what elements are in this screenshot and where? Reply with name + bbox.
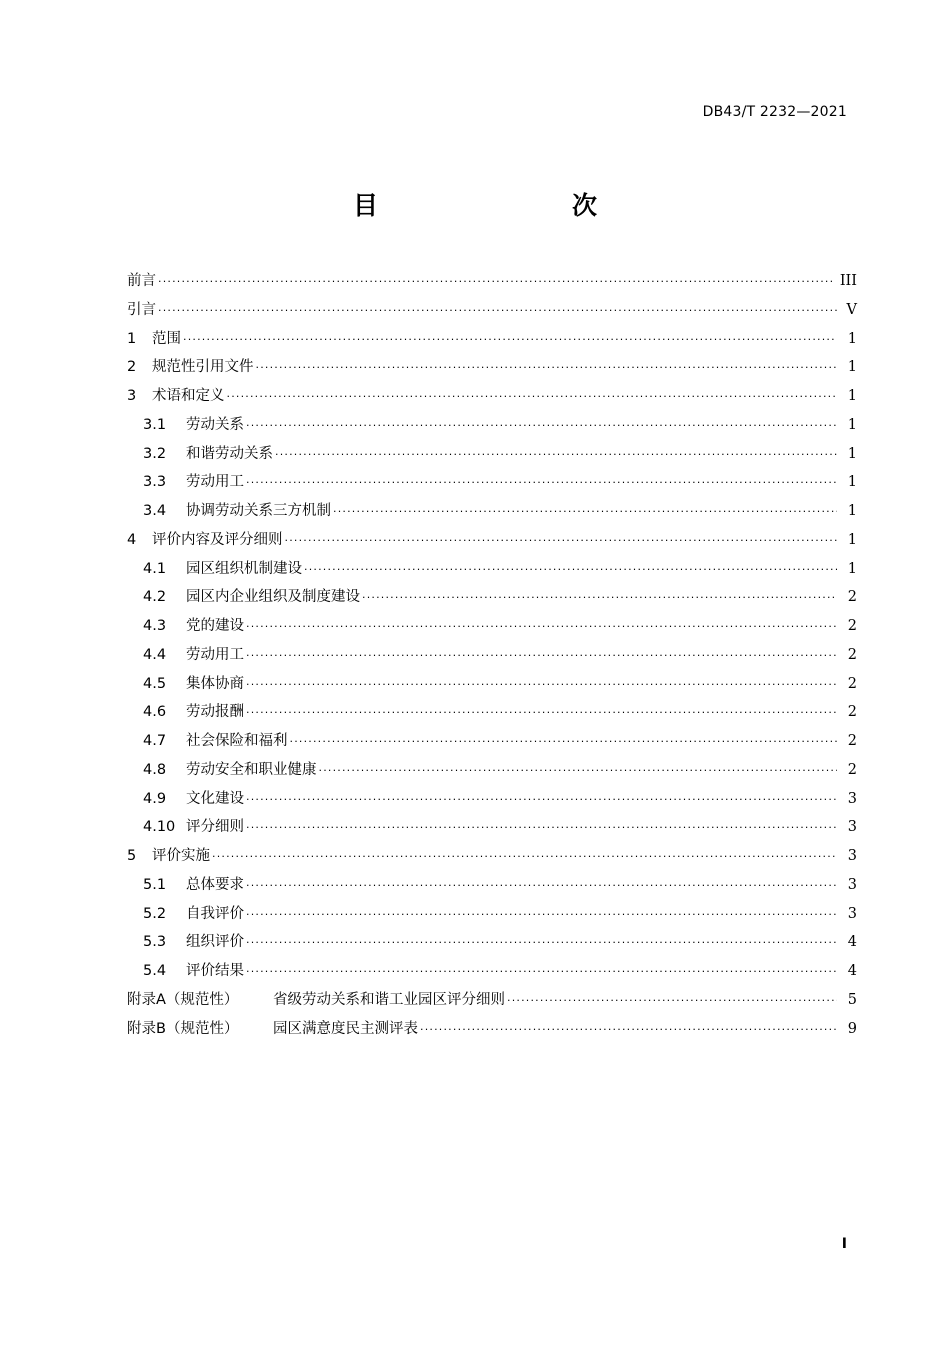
toc-entry-page: 2 (847, 733, 857, 749)
toc-entry-page: 9 (847, 1020, 857, 1037)
toc-entry-page: 1 (847, 388, 857, 404)
toc-entry-number: 5.1 (143, 876, 167, 893)
toc-entry-label: 集体协商 (186, 675, 244, 692)
toc-entry-label: 协调劳动关系三方机制 (186, 503, 331, 519)
dot-leader (319, 757, 838, 786)
toc-entry[interactable] (127, 382, 857, 411)
toc-entry-page: 3 (847, 790, 857, 807)
toc-entry-label: 评价内容及评分细则 (152, 531, 283, 548)
dot-leader (246, 786, 837, 815)
dot-leader (246, 872, 837, 901)
dot-leader (246, 671, 837, 700)
dot-leader (227, 383, 838, 412)
toc-entry-label: 评价结果 (186, 963, 244, 979)
toc-entry-page: 3 (847, 876, 857, 893)
toc-entry[interactable] (127, 986, 857, 1015)
toc-entry-label: 评分细则 (186, 819, 244, 836)
dot-leader (212, 843, 837, 872)
toc-entry[interactable] (127, 411, 857, 440)
toc-entry-page: 3 (847, 848, 857, 864)
toc-entry[interactable] (127, 296, 857, 325)
toc-entry[interactable] (127, 698, 857, 727)
toc-entry[interactable] (127, 526, 857, 555)
toc-entry[interactable] (127, 353, 857, 382)
dot-leader (290, 728, 838, 757)
toc-entry-page: 5 (847, 991, 857, 1008)
document-code: DB43/T 2232—2021 (702, 104, 847, 120)
toc-entry-number: 4 (127, 531, 137, 548)
dot-leader (246, 699, 837, 728)
toc-entry-page: 2 (847, 646, 857, 663)
dot-leader (246, 613, 837, 642)
toc-entry-label: 劳动报酬 (186, 704, 244, 721)
toc-entry-label: 范围 (152, 330, 181, 347)
toc-entry-label: 劳动用工 (186, 646, 244, 663)
toc-entry[interactable] (127, 785, 857, 814)
toc-entry[interactable] (127, 813, 857, 842)
toc-entry-number: 3.1 (143, 416, 167, 433)
toc-entry-label: 组织评价 (186, 934, 244, 951)
toc-entry-label: 前言 (127, 273, 156, 289)
toc-entry-label: 总体要求 (186, 876, 244, 893)
toc-entry-page: 2 (847, 618, 857, 634)
toc-entry[interactable] (127, 900, 857, 929)
toc-entry-number: 4.7 (143, 733, 167, 749)
toc-entry-number: 5.3 (143, 934, 167, 951)
dot-leader (304, 556, 837, 585)
toc-entry-label: 和谐劳动关系 (186, 445, 273, 462)
dot-leader (362, 584, 837, 613)
toc-entry[interactable] (127, 468, 857, 497)
toc-entry-label: 自我评价 (186, 905, 244, 922)
toc-entry-page: 2 (847, 704, 857, 721)
dot-leader (158, 268, 834, 297)
toc-entry-label: 党的建设 (186, 618, 244, 634)
toc-entry-number: 2 (127, 359, 137, 376)
toc-entry-label: 劳动关系 (186, 416, 244, 433)
dot-leader (158, 297, 837, 326)
dot-leader (275, 441, 837, 470)
table-of-contents (127, 267, 857, 1043)
toc-entry-number: 5.4 (143, 963, 167, 979)
toc-entry-label: 评价实施 (152, 848, 210, 864)
toc-entry-page: 1 (847, 503, 857, 519)
toc-entry-number: 5 (127, 848, 137, 864)
dot-leader (285, 527, 838, 556)
toc-entry[interactable] (127, 842, 857, 871)
toc-entry[interactable] (127, 555, 857, 584)
toc-entry-label: 文化建设 (186, 790, 244, 807)
toc-entry-page: 2 (847, 675, 857, 692)
toc-entry-number: 4.9 (143, 790, 167, 807)
toc-entry-page: 4 (847, 963, 857, 979)
toc-entry[interactable] (127, 440, 857, 469)
dot-leader (333, 498, 837, 527)
toc-entry[interactable] (127, 670, 857, 699)
toc-entry-label: 劳动安全和职业健康 (186, 761, 317, 778)
toc-entry[interactable] (127, 1015, 857, 1044)
toc-entry[interactable] (127, 497, 857, 526)
toc-entry-label: 劳动用工 (186, 474, 244, 491)
dot-leader (246, 412, 837, 441)
toc-entry[interactable] (127, 957, 857, 986)
toc-entry[interactable] (127, 928, 857, 957)
toc-entry-page: 3 (847, 819, 857, 836)
toc-entry-number: 4.6 (143, 704, 167, 721)
toc-entry-page: 1 (847, 359, 857, 376)
toc-title: 目 次 (352, 191, 645, 220)
toc-entry-page: 3 (847, 905, 857, 922)
toc-entry[interactable] (127, 612, 857, 641)
dot-leader (507, 987, 837, 1016)
toc-entry-page: 1 (847, 531, 857, 548)
toc-entry-page: 1 (847, 330, 857, 347)
toc-entry-label: 术语和定义 (152, 388, 225, 404)
toc-entry-page: 4 (847, 934, 857, 951)
toc-entry-label: 社会保险和福利 (186, 733, 288, 749)
toc-entry[interactable] (127, 641, 857, 670)
toc-entry[interactable] (127, 727, 857, 756)
toc-entry-label: 省级劳动关系和谐工业园区评分细则 (273, 991, 505, 1008)
toc-entry-number: 4.5 (143, 675, 167, 692)
toc-entry-label: 规范性引用文件 (152, 359, 254, 376)
toc-entry-number: 1 (127, 330, 137, 347)
dot-leader (256, 354, 838, 383)
toc-entry-page: V (846, 301, 857, 318)
toc-entry-label: 园区内企业组织及制度建设 (186, 589, 360, 606)
toc-entry-number: 4.1 (143, 560, 167, 577)
toc-entry[interactable] (127, 267, 857, 296)
toc-entry-number: 5.2 (143, 905, 167, 922)
toc-entry-number: 3.3 (143, 474, 167, 491)
toc-entry-number: 附录A（规范性） (127, 991, 239, 1008)
toc-entry-page: 2 (847, 761, 857, 778)
dot-leader (246, 958, 837, 987)
dot-leader (183, 326, 837, 355)
toc-entry[interactable] (127, 325, 857, 354)
toc-entry-page: 1 (847, 416, 857, 433)
dot-leader (246, 929, 837, 958)
toc-entry-label: 引言 (127, 301, 156, 318)
toc-entry-label: 园区满意度民主测评表 (273, 1020, 418, 1037)
toc-entry[interactable] (127, 583, 857, 612)
toc-entry-number: 附录B（规范性） (127, 1020, 239, 1037)
toc-entry-page: 1 (847, 445, 857, 462)
toc-entry-number: 3.2 (143, 445, 167, 462)
page-number: I (841, 1236, 847, 1252)
dot-leader (246, 814, 837, 843)
toc-entry-page: 1 (847, 560, 857, 577)
toc-entry-number: 3 (127, 388, 137, 404)
toc-entry-number: 4.3 (143, 618, 167, 634)
toc-entry-page: 1 (847, 474, 857, 491)
dot-leader (246, 901, 837, 930)
toc-entry[interactable] (127, 756, 857, 785)
dot-leader (246, 469, 837, 498)
toc-entry-number: 3.4 (143, 503, 167, 519)
dot-leader (246, 642, 837, 671)
toc-entry[interactable] (127, 871, 857, 900)
toc-entry-page: 2 (847, 589, 857, 606)
dot-leader (420, 1016, 837, 1045)
toc-entry-number: 4.4 (143, 646, 167, 663)
toc-entry-number: 4.2 (143, 589, 167, 606)
toc-entry-page: III (839, 273, 857, 289)
toc-entry-number: 4.8 (143, 761, 167, 778)
toc-entry-number: 4.10 (143, 819, 176, 836)
toc-entry-label: 园区组织机制建设 (186, 560, 302, 577)
